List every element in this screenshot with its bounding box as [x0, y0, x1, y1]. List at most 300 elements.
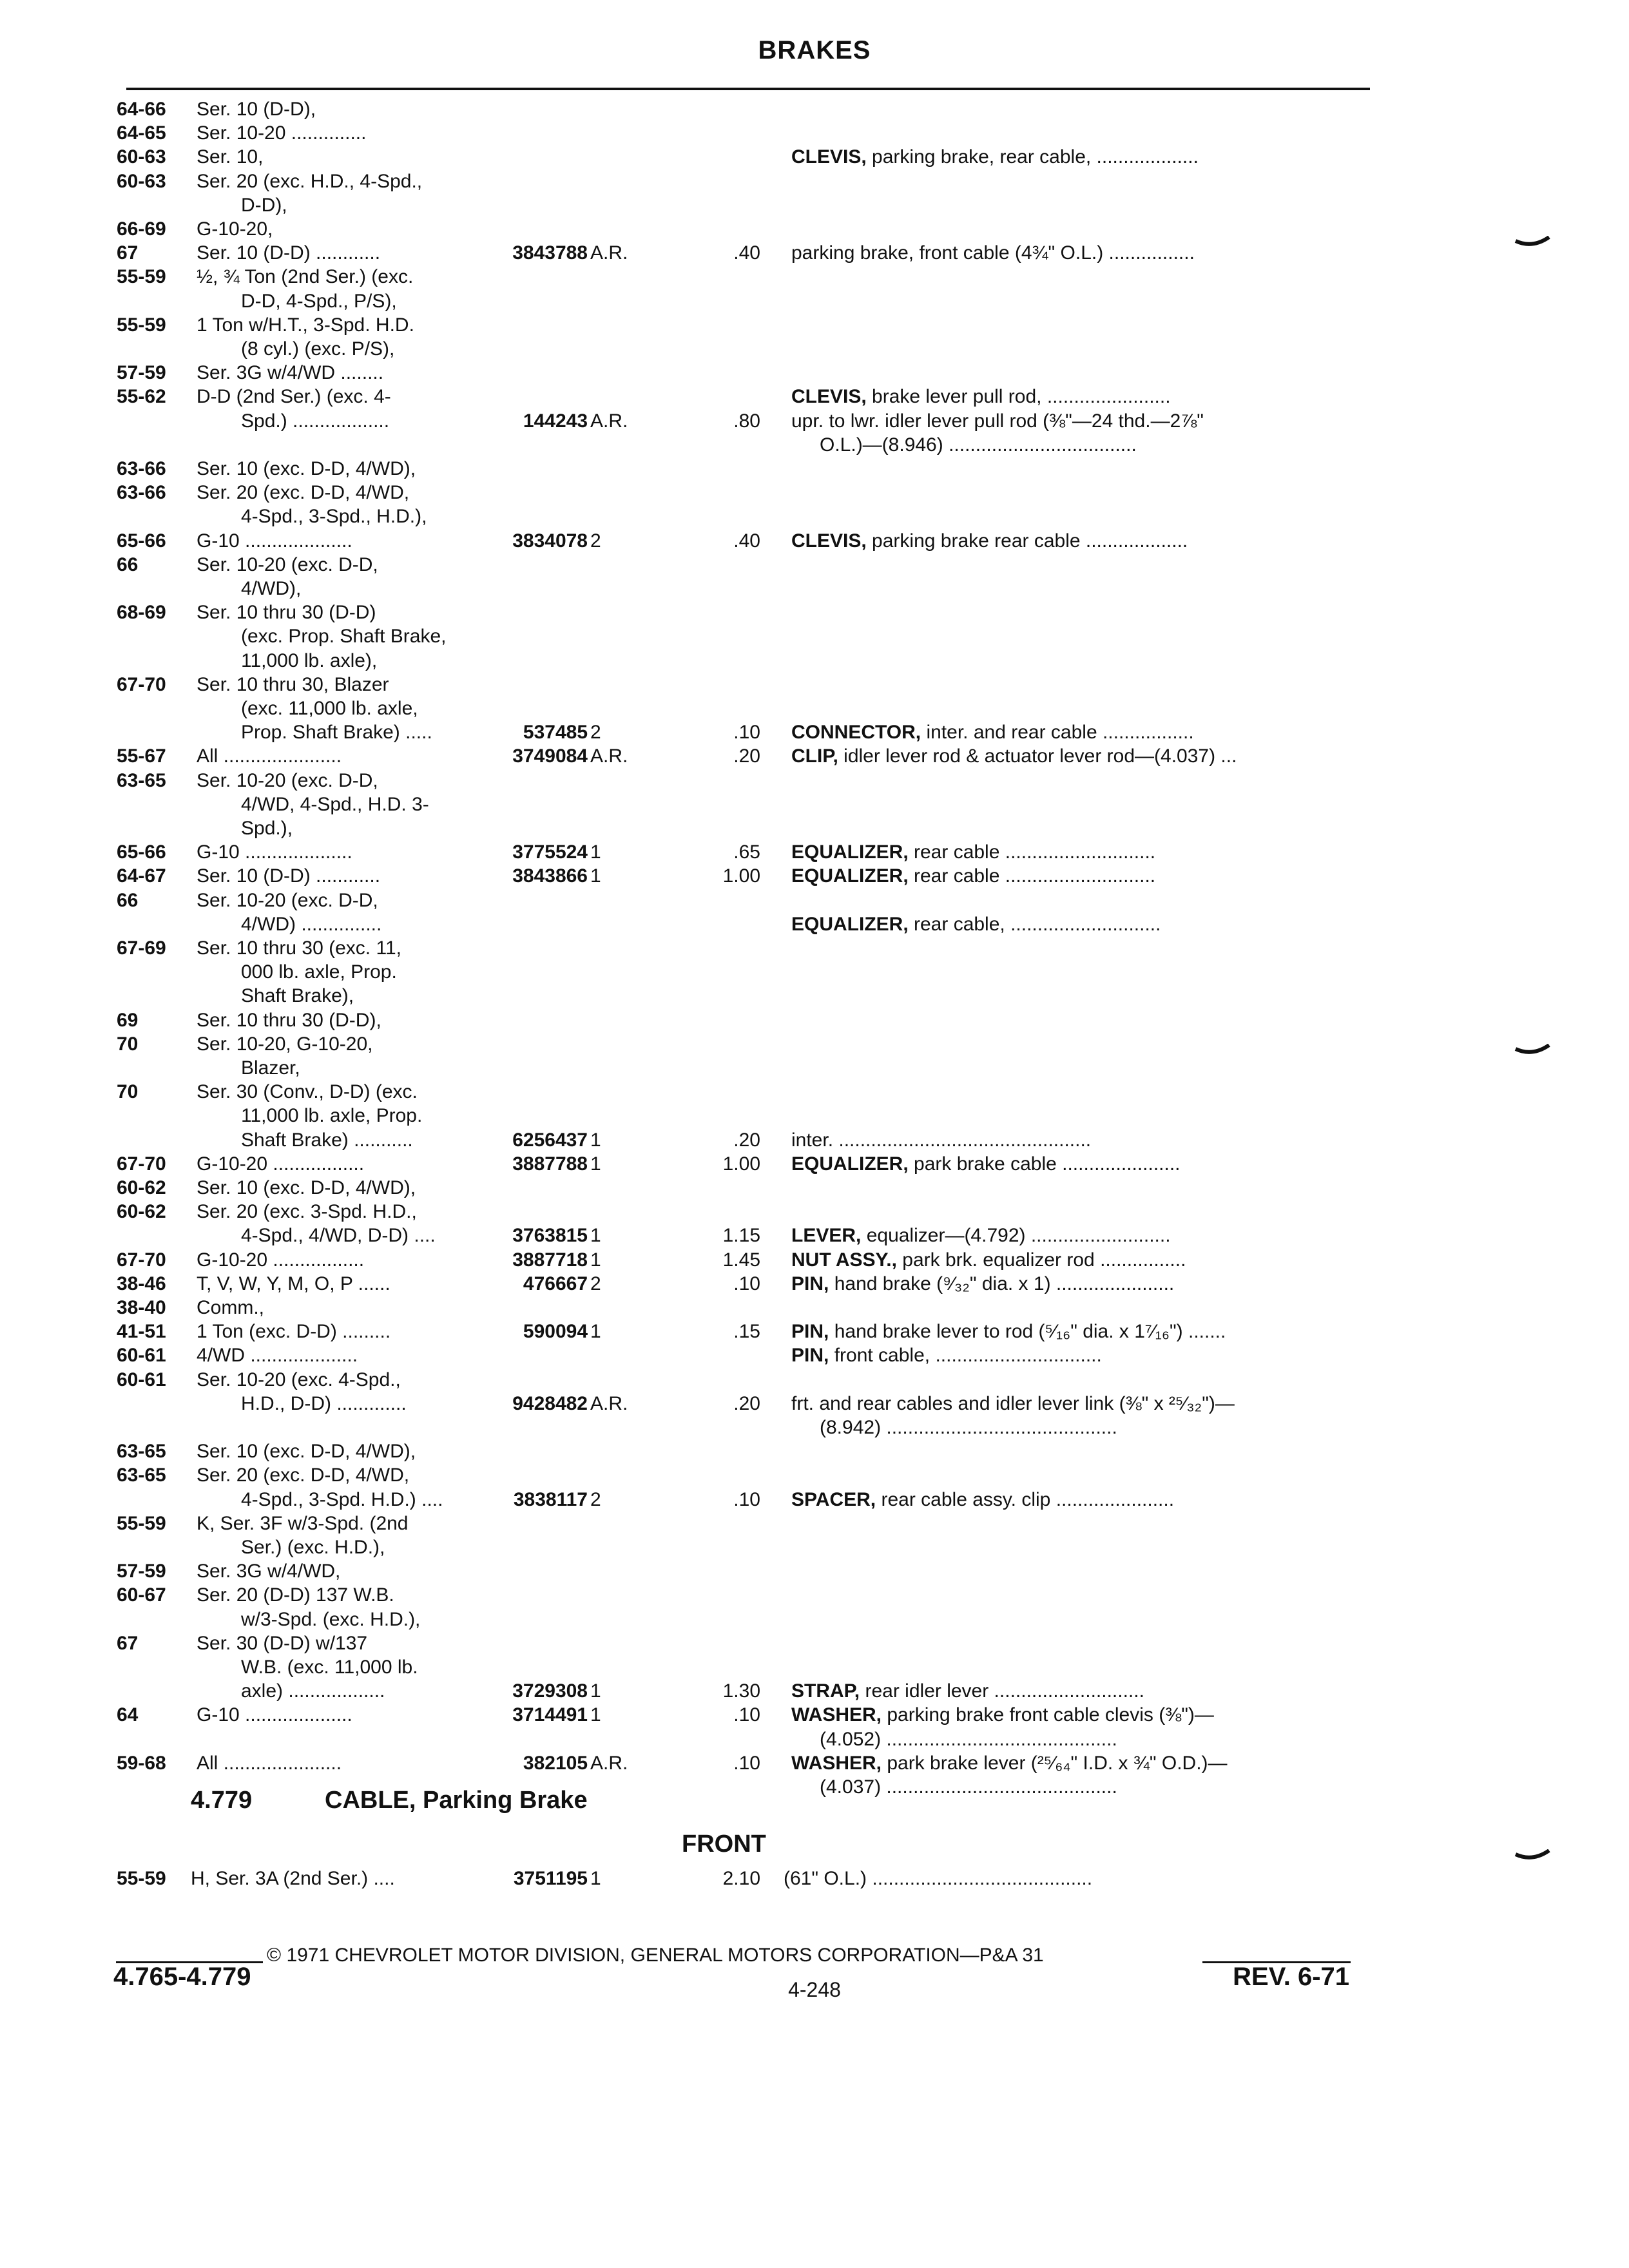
part-number: 3834078	[512, 530, 588, 552]
part-name: NUT ASSY.,	[791, 1249, 897, 1271]
description	[791, 1752, 1228, 1775]
part-name: PIN,	[791, 1273, 829, 1294]
parts-row	[0, 625, 1629, 648]
parts-row	[0, 242, 1629, 265]
section-heading	[0, 1789, 1629, 1817]
labor-hours: 1.15	[722, 1225, 760, 1246]
labor-hours: .20	[733, 1129, 760, 1151]
year-range: 55-59	[117, 1513, 166, 1534]
quantity: 1	[590, 1321, 601, 1342]
description-text: park brake cable ......................	[908, 1153, 1181, 1175]
application-continued: Shaft Brake) ...........	[241, 1129, 413, 1151]
parts-row	[0, 122, 1629, 145]
parts-row	[0, 1680, 1629, 1703]
parts-row	[0, 1560, 1629, 1583]
application: Ser. 10 (exc. D-D, 4/WD),	[197, 458, 416, 479]
part-number: 3887788	[512, 1153, 588, 1175]
labor-hours: 1.45	[722, 1249, 760, 1271]
parts-row	[0, 265, 1629, 289]
parts-row	[0, 1728, 1629, 1751]
parts-row	[0, 410, 1629, 433]
parts-row	[0, 1344, 1629, 1367]
year-range: 63-66	[117, 482, 166, 503]
year-range: 55-67	[117, 745, 166, 767]
description-text: rear cable ............................	[908, 865, 1156, 887]
parts-row	[0, 170, 1629, 193]
part-name: SPACER,	[791, 1489, 876, 1510]
year-range: 67	[117, 242, 139, 264]
parts-row	[0, 434, 1629, 457]
application: Ser. 10 (D-D) ............	[197, 865, 381, 887]
quantity: 1	[590, 1225, 601, 1246]
application-continued: 4-Spd., 3-Spd., H.D.),	[241, 506, 427, 527]
description-text: rear cable ............................	[908, 841, 1156, 863]
description-text: upr. to lwr. idler lever pull rod (⅜"—24 thd.—2⅞"	[791, 410, 1204, 432]
part-name: CLEVIS,	[791, 530, 867, 552]
year-range: 60-62	[117, 1201, 166, 1222]
description	[791, 1249, 1186, 1272]
application: Ser. 20 (exc. D-D, 4/WD,	[197, 1465, 410, 1486]
application-continued: Shaft Brake),	[241, 985, 354, 1006]
application-continued: 4-Spd., 3-Spd. H.D.) ....	[241, 1489, 443, 1510]
parts-row	[0, 697, 1629, 720]
part-name: LEVER,	[791, 1225, 862, 1246]
year-range: 63-65	[117, 770, 166, 791]
application-continued: (exc. 11,000 lb. axle,	[241, 698, 418, 719]
year-range: 59-68	[117, 1753, 166, 1774]
parts-row	[0, 1177, 1629, 1200]
application: G-10-20 .................	[197, 1153, 365, 1175]
parts-row	[0, 1273, 1629, 1296]
quantity: 1	[590, 1249, 601, 1271]
description	[791, 385, 1171, 408]
parts-row	[0, 1584, 1629, 1607]
punch-mark	[1514, 1044, 1550, 1055]
description-text: inter. and rear cable .................	[921, 722, 1194, 743]
parts-row	[0, 290, 1629, 313]
application-continued: (exc. Prop. Shaft Brake,	[241, 626, 447, 647]
labor-hours: .20	[733, 745, 760, 767]
parts-row	[0, 961, 1629, 984]
application: Comm.,	[197, 1297, 264, 1318]
application-continued: Spd.) ..................	[241, 410, 390, 432]
header-rule	[126, 88, 1370, 90]
application: G-10-20 .................	[197, 1249, 365, 1271]
quantity: A.R.	[590, 1393, 628, 1414]
quantity: 2	[590, 1273, 601, 1294]
description-text: brake lever pull rod, .......................	[866, 386, 1171, 407]
parts-row	[0, 577, 1629, 601]
application: G-10-20,	[197, 218, 273, 240]
description-text: parking brake front cable clevis (⅜")—	[882, 1704, 1214, 1725]
parts-row	[0, 1536, 1629, 1559]
parts-row	[0, 1488, 1629, 1512]
application-continued: Spd.),	[241, 818, 293, 839]
description	[791, 913, 1161, 936]
parts-row	[0, 361, 1629, 385]
description	[791, 530, 1188, 553]
parts-row	[0, 745, 1629, 768]
subsection-front: FRONT	[682, 1831, 766, 1858]
quantity: A.R.	[590, 410, 628, 432]
application-continued: W.B. (exc. 11,000 lb.	[241, 1657, 418, 1678]
page-title: BRAKES	[758, 36, 871, 64]
quantity: 2	[590, 722, 601, 743]
application: G-10 ....................	[197, 841, 352, 863]
part-name: WASHER,	[791, 1704, 882, 1725]
year-range: 63-65	[117, 1441, 166, 1462]
parts-row	[0, 673, 1629, 697]
quantity: 1	[590, 1680, 601, 1702]
quantity: A.R.	[590, 745, 628, 767]
year-range: 41-51	[117, 1321, 166, 1342]
application-continued: Ser.) (exc. H.D.),	[241, 1537, 385, 1558]
quantity: 1	[590, 1129, 601, 1151]
year-range: 63-65	[117, 1465, 166, 1486]
year-range: 69	[117, 1010, 139, 1031]
parts-row	[0, 721, 1629, 744]
parts-row	[0, 505, 1629, 528]
application: Ser. 10 (exc. D-D, 4/WD),	[197, 1441, 416, 1462]
description	[791, 1392, 1235, 1416]
parts-row	[0, 1392, 1629, 1416]
parts-row	[0, 1153, 1629, 1176]
description-text: rear cable, ............................	[908, 914, 1161, 935]
part-number: 382105	[523, 1753, 588, 1774]
parts-row	[0, 146, 1629, 169]
application: Ser. 20 (exc. 3-Spd. H.D.,	[197, 1201, 417, 1222]
parts-row	[0, 338, 1629, 361]
year-range: 67-69	[117, 937, 166, 959]
year-range: 55-59	[117, 314, 166, 336]
year-range: 55-59	[117, 266, 166, 287]
parts-row	[0, 1752, 1629, 1775]
labor-hours: .40	[733, 530, 760, 552]
part-name: EQUALIZER,	[791, 914, 909, 935]
description	[791, 865, 1155, 888]
year-range: 55-59	[117, 1868, 166, 1889]
part-number: 3714491	[512, 1704, 588, 1725]
application-continued: 11,000 lb. axle, Prop.	[241, 1105, 423, 1126]
part-number: 3838117	[513, 1489, 588, 1510]
year-range: 60-63	[117, 146, 166, 168]
application-continued: 4/WD) ...............	[241, 914, 382, 935]
application: Ser. 30 (D-D) w/137	[197, 1633, 368, 1654]
description-continued: O.L.)—(8.946) ...................................	[820, 434, 1137, 456]
year-range: 60-62	[117, 1177, 166, 1198]
labor-hours: 2.10	[722, 1868, 760, 1889]
description	[791, 841, 1155, 864]
parts-row	[0, 1632, 1629, 1655]
labor-hours: 1.00	[722, 1153, 760, 1175]
part-number: 6256437	[512, 1129, 588, 1151]
parts-row	[0, 649, 1629, 673]
application: Ser. 10 thru 30 (exc. 11,	[197, 937, 401, 959]
application-continued: 4-Spd., 4/WD, D-D) ....	[241, 1225, 436, 1246]
parts-row	[0, 1608, 1629, 1631]
application: All ......................	[197, 745, 342, 767]
parts-row	[0, 1704, 1629, 1727]
labor-hours: 1.30	[722, 1680, 760, 1702]
year-range: 67-70	[117, 1249, 166, 1271]
application: Ser. 10 thru 30 (D-D),	[197, 1010, 381, 1031]
part-name: EQUALIZER,	[791, 865, 909, 887]
parts-row	[0, 817, 1629, 840]
application: Ser. 10-20 ..............	[197, 122, 367, 144]
application: ½, ¾ Ton (2nd Ser.) (exc.	[197, 266, 414, 287]
application: D-D (2nd Ser.) (exc. 4-	[197, 386, 391, 407]
description-text: idler lever rod & actuator lever rod—(4.037) ...	[838, 745, 1237, 767]
year-range: 66	[117, 890, 139, 911]
labor-hours: .10	[733, 1704, 760, 1725]
quantity: 1	[590, 841, 601, 863]
parts-row	[0, 793, 1629, 816]
year-range: 64	[117, 1704, 139, 1725]
punch-mark	[1514, 236, 1550, 247]
application: Ser. 20 (exc. D-D, 4/WD,	[197, 482, 410, 503]
year-range: 63-66	[117, 458, 166, 479]
part-name: EQUALIZER,	[791, 1153, 909, 1175]
application-continued: Prop. Shaft Brake) .....	[241, 722, 432, 743]
description	[791, 1320, 1226, 1343]
year-range: 60-67	[117, 1584, 166, 1606]
application-continued: Blazer,	[241, 1057, 300, 1079]
parts-row	[0, 1320, 1629, 1343]
section-title: CABLE, Parking Brake	[325, 1787, 588, 1814]
part-number: 3749084	[512, 745, 588, 767]
application: Ser. 10,	[197, 146, 264, 168]
parts-row	[0, 1369, 1629, 1392]
quantity: 2	[590, 1489, 601, 1510]
parts-row	[0, 1057, 1629, 1080]
parts-row	[0, 1464, 1629, 1487]
parts-row	[0, 1129, 1629, 1152]
description	[791, 1344, 1102, 1367]
parts-row	[0, 553, 1629, 577]
application: T, V, W, Y, M, O, P ......	[197, 1273, 390, 1294]
quantity: 1	[590, 1153, 601, 1175]
labor-hours: .15	[733, 1321, 760, 1342]
year-range: 66-69	[117, 218, 166, 240]
description	[791, 1273, 1174, 1296]
parts-row	[0, 601, 1629, 624]
description	[791, 745, 1237, 768]
part-number: 3775524	[512, 841, 588, 863]
part-number: 144243	[523, 410, 588, 432]
year-range: 60-61	[117, 1369, 166, 1390]
parts-row	[0, 769, 1629, 793]
part-name: WASHER,	[791, 1753, 882, 1774]
part-name: CLEVIS,	[791, 386, 867, 407]
application: Ser. 10 (exc. D-D, 4/WD),	[197, 1177, 416, 1198]
quantity: 1	[590, 865, 601, 887]
year-range: 67	[117, 1633, 139, 1654]
labor-hours: .10	[733, 1489, 760, 1510]
front-row	[0, 1867, 1629, 1890]
application-continued: w/3-Spd. (exc. H.D.),	[241, 1609, 421, 1630]
parts-row	[0, 1104, 1629, 1128]
application: Ser. 20 (D-D) 137 W.B.	[197, 1584, 394, 1606]
year-range: 55-62	[117, 386, 166, 407]
description	[791, 721, 1194, 744]
year-range: 70	[117, 1033, 139, 1055]
description-continued: (4.052) ...........................................	[820, 1729, 1117, 1750]
description	[791, 1224, 1171, 1247]
parts-row	[0, 1440, 1629, 1463]
application-continued: D-D),	[241, 195, 287, 216]
revision: REV. 6-71	[1233, 1963, 1349, 1991]
year-range: 66	[117, 554, 139, 575]
application: Ser. 10-20 (exc. D-D,	[197, 770, 378, 791]
part-name: PIN,	[791, 1345, 829, 1366]
parts-row	[0, 1224, 1629, 1247]
year-range: 67-70	[117, 1153, 166, 1175]
part-name: CLEVIS,	[791, 146, 867, 168]
description-text: parking brake, front cable (4¾" O.L.) ................	[791, 242, 1195, 264]
part-number: 3763815	[512, 1225, 588, 1246]
parts-row	[0, 913, 1629, 936]
parts-row	[0, 218, 1629, 241]
application: Ser. 20 (exc. H.D., 4-Spd.,	[197, 171, 423, 192]
application-continued: axle) ..................	[241, 1680, 385, 1702]
application: Ser. 3G w/4/WD,	[197, 1561, 341, 1582]
part-number: 3729308	[512, 1680, 588, 1702]
application: Ser. 10 (D-D) ............	[197, 242, 381, 264]
parts-row	[0, 1416, 1629, 1439]
part-number: 537485	[523, 722, 588, 743]
labor-hours: .20	[733, 1393, 760, 1414]
application: Ser. 10 thru 30 (D-D)	[197, 602, 376, 623]
year-range: 65-66	[117, 530, 166, 552]
application-continued: (8 cyl.) (exc. P/S),	[241, 338, 395, 360]
application: All ......................	[197, 1753, 342, 1774]
application: H, Ser. 3A (2nd Ser.) ....	[191, 1868, 395, 1889]
year-range: 67-70	[117, 674, 166, 695]
year-range: 64-65	[117, 122, 166, 144]
labor-hours: .10	[733, 722, 760, 743]
parts-row	[0, 481, 1629, 505]
parts-row	[0, 841, 1629, 864]
labor-hours: .10	[733, 1753, 760, 1774]
part-name: CONNECTOR,	[791, 722, 921, 743]
year-range: 60-61	[117, 1345, 166, 1366]
year-range: 57-59	[117, 1561, 166, 1582]
description-continued: (8.942) ...........................................	[820, 1417, 1117, 1438]
application: Ser. 10-20 (exc. 4-Spd.,	[197, 1369, 401, 1390]
page-number: 4-248	[788, 1978, 841, 2001]
labor-hours: 1.00	[722, 865, 760, 887]
application: G-10 ....................	[197, 530, 352, 552]
description-text: rear idler lever ............................	[860, 1680, 1144, 1702]
year-range: 38-46	[117, 1273, 166, 1294]
part-number: 9428482	[512, 1393, 588, 1414]
application: Ser. 10 (D-D),	[197, 99, 316, 120]
parts-row	[0, 1656, 1629, 1679]
part-number: 590094	[523, 1321, 588, 1342]
application: K, Ser. 3F w/3-Spd. (2nd	[197, 1513, 409, 1534]
application: Ser. 10-20, G-10-20,	[197, 1033, 373, 1055]
parts-row	[0, 1200, 1629, 1224]
year-range: 70	[117, 1081, 139, 1102]
parts-row	[0, 98, 1629, 121]
labor-hours: .10	[733, 1273, 760, 1294]
description-text: front cable, ...............................	[829, 1345, 1102, 1366]
application: 4/WD ....................	[197, 1345, 358, 1366]
part-number: 3751195	[513, 1868, 588, 1889]
section-range: 4.765-4.779	[113, 1963, 251, 1991]
description	[791, 1704, 1214, 1727]
parts-row	[0, 194, 1629, 217]
parts-row	[0, 937, 1629, 960]
description-text: park brk. equalizer rod ................	[896, 1249, 1186, 1271]
application: Ser. 3G w/4/WD ........	[197, 362, 384, 383]
description-text: hand brake (⁹⁄₃₂" dia. x 1) ......................	[829, 1273, 1175, 1294]
quantity: A.R.	[590, 242, 628, 264]
description-text: park brake lever (²⁵⁄₆₄" I.D. x ¾" O.D.)—	[882, 1753, 1228, 1774]
quantity: 2	[590, 530, 601, 552]
parts-row	[0, 1249, 1629, 1272]
description	[791, 1488, 1174, 1512]
parts-row	[0, 1512, 1629, 1535]
application-continued: 11,000 lb. axle),	[241, 650, 378, 671]
quantity: 1	[590, 1868, 601, 1889]
year-range: 38-40	[117, 1297, 166, 1318]
description	[791, 1153, 1181, 1176]
parts-row	[0, 1081, 1629, 1104]
description-text: inter. ...............................................	[791, 1129, 1092, 1151]
description-text: parking brake, rear cable, ...................	[866, 146, 1199, 168]
application-continued: D-D, 4-Spd., P/S),	[241, 291, 397, 312]
parts-row	[0, 530, 1629, 553]
application: G-10 ....................	[197, 1704, 352, 1725]
part-number: 476667	[523, 1273, 588, 1294]
year-range: 57-59	[117, 362, 166, 383]
description-text: equalizer—(4.792) ..........................	[861, 1225, 1171, 1246]
description	[791, 410, 1204, 433]
parts-row	[0, 985, 1629, 1008]
part-number: 3843788	[512, 242, 588, 264]
parts-row	[0, 865, 1629, 888]
application: Ser. 10-20 (exc. D-D,	[197, 554, 378, 575]
part-name: PIN,	[791, 1321, 829, 1342]
part-number: 3887718	[512, 1249, 588, 1271]
description	[791, 146, 1199, 169]
labor-hours: .80	[733, 410, 760, 432]
application: Ser. 10 thru 30, Blazer	[197, 674, 389, 695]
description	[791, 1129, 1091, 1152]
description-text: parking brake rear cable ...................	[866, 530, 1188, 552]
description-continued: (4.037) ...........................................	[820, 1776, 1117, 1798]
application-continued: 4/WD),	[241, 578, 302, 599]
application: 1 Ton (exc. D-D) .........	[197, 1321, 391, 1342]
year-range: 60-63	[117, 171, 166, 192]
parts-row	[0, 1009, 1629, 1032]
application: 1 Ton w/H.T., 3-Spd. H.D.	[197, 314, 414, 336]
description-text: frt. and rear cables and idler lever link (⅜" x ²⁵⁄₃₂")—	[791, 1393, 1235, 1414]
part-name: CLIP,	[791, 745, 838, 767]
part-name: EQUALIZER,	[791, 841, 909, 863]
year-range: 64-67	[117, 865, 166, 887]
quantity: A.R.	[590, 1753, 628, 1774]
labor-hours: .40	[733, 242, 760, 264]
parts-row	[0, 385, 1629, 408]
description	[791, 242, 1195, 265]
parts-row	[0, 889, 1629, 912]
description: (61" O.L.) .........................................	[784, 1868, 1093, 1889]
copyright-text: © 1971 CHEVROLET MOTOR DIVISION, GENERAL MOTORS CORPORATION—P&A 31	[267, 1945, 1044, 1966]
description	[791, 1680, 1144, 1703]
parts-row	[0, 1033, 1629, 1056]
